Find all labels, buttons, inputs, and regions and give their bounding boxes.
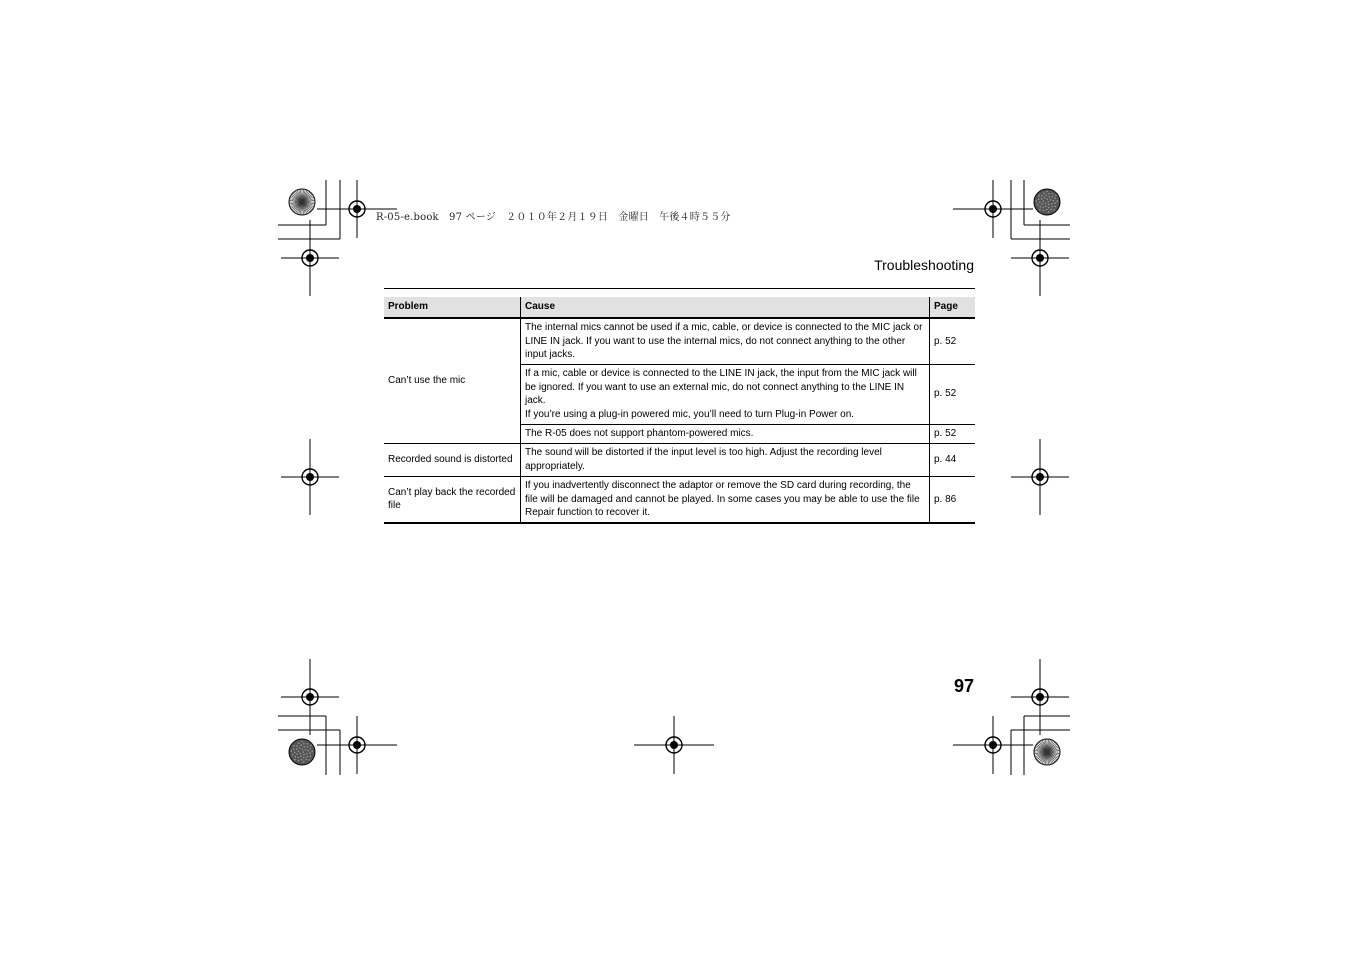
cause-text: If you’re using a plug-in powered mic, you’ll need to turn Plug-in Power on.	[525, 408, 855, 420]
table-row	[384, 476, 975, 523]
cause-cell	[521, 476, 930, 523]
problem-cell: Can’t play back the recorded file	[384, 476, 521, 523]
table-header-row	[384, 297, 975, 318]
color-target-mark	[1034, 739, 1060, 765]
registration-mark	[634, 716, 714, 774]
column-header-cause: Cause	[521, 297, 930, 318]
registration-mark	[281, 659, 339, 735]
page-number: 97	[953, 676, 974, 696]
header-rule	[384, 288, 975, 289]
page-ref-cell: p. 52	[930, 424, 976, 443]
registration-mark	[1011, 220, 1069, 296]
cause-text: If you inadvertently disconnect the adaptor or remove the SD card during recording, the file will be damaged and cannot be played. In some cases you may be able to use the file Repair function to recover it.	[525, 480, 920, 518]
registration-mark	[281, 220, 339, 296]
table-row	[384, 318, 975, 364]
registration-mark	[1011, 659, 1069, 735]
color-target-mark	[1034, 189, 1060, 215]
page-ref-cell: p. 52	[930, 364, 976, 424]
cause-text: The sound will be distorted if the input level is too high. Adjust the recording level appropriately.	[525, 447, 882, 472]
cause-cell	[521, 364, 930, 424]
cause-cell	[521, 443, 930, 476]
registration-mark	[953, 180, 1033, 238]
page-ref-cell: p. 86	[930, 476, 976, 523]
problem-cell: Can’t use the mic	[384, 318, 521, 443]
registration-mark	[317, 716, 397, 774]
color-target-mark	[289, 189, 315, 215]
cause-cell	[521, 424, 930, 443]
cause-text: The internal mics cannot be used if a mic, cable, or device is connected to the MIC jack or LINE IN jack. If you want to use the internal mics, do not connect anything to the other input jacks.	[525, 322, 923, 360]
registration-mark	[281, 439, 339, 515]
page-ref-cell: p. 52	[930, 318, 976, 364]
problem-cell: Recorded sound is distorted	[384, 443, 521, 476]
cause-text: The R-05 does not support phantom-powered mics.	[525, 427, 754, 439]
column-header-problem: Problem	[384, 297, 521, 318]
table-row	[384, 443, 975, 476]
registration-mark	[1011, 439, 1069, 515]
section-title: Troubleshooting	[874, 257, 974, 273]
page-ref-cell: p. 44	[930, 443, 976, 476]
column-header-page: Page	[930, 297, 976, 318]
color-target-mark	[289, 739, 315, 765]
cause-text: If a mic, cable or device is connected to the LINE IN jack, the input from the MIC jack will be ignored. If you want to use an external mic, do not connect anything to the LINE IN jack.	[525, 368, 917, 406]
cause-cell	[521, 318, 930, 364]
registration-mark	[953, 716, 1033, 774]
print-slug: R-05-e.book 97 ページ ２０１０年２月１９日 金曜日 午後４時５５分	[376, 212, 731, 223]
troubleshooting-table	[384, 297, 975, 524]
